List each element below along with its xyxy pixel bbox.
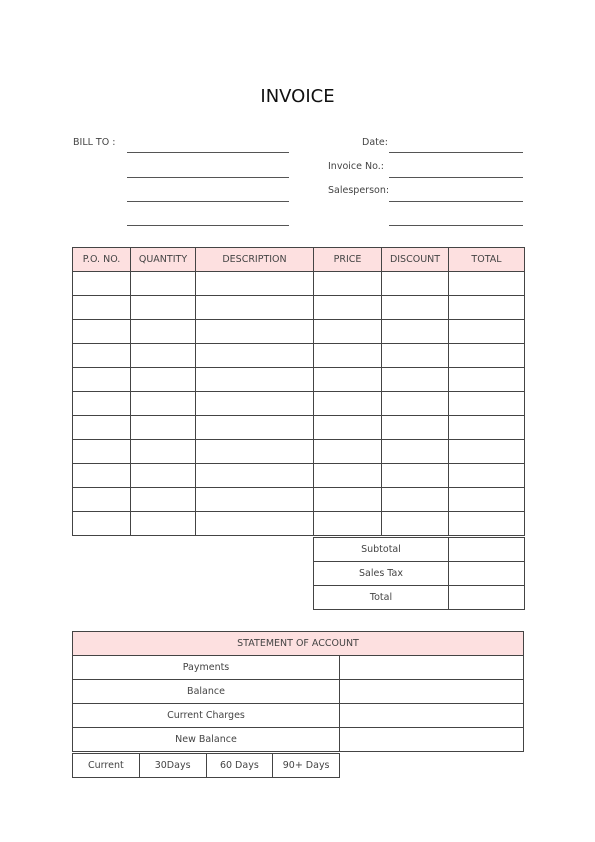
aging-table (72, 753, 340, 778)
summary-row-subtotal (314, 538, 525, 562)
table-cell[interactable] (314, 272, 382, 296)
table-cell[interactable] (73, 320, 131, 344)
col-header-discount: DISCOUNT (382, 248, 449, 272)
current-charges-label: Current Charges (73, 704, 340, 728)
table-cell[interactable] (449, 464, 525, 488)
table-cell[interactable] (382, 440, 449, 464)
table-cell[interactable] (196, 272, 314, 296)
table-row (73, 296, 525, 320)
table-cell[interactable] (131, 368, 196, 392)
aging-current: Current (73, 754, 140, 778)
subtotal-value-cell[interactable] (449, 538, 525, 562)
statement-title: STATEMENT OF ACCOUNT (73, 632, 524, 656)
table-cell[interactable] (382, 416, 449, 440)
new-balance-value-cell[interactable] (340, 728, 524, 752)
table-cell[interactable] (314, 416, 382, 440)
summary-table (313, 537, 525, 610)
subtotal-label: Subtotal (314, 538, 449, 562)
summary-row-total (314, 586, 525, 610)
table-cell[interactable] (73, 488, 131, 512)
summary-row-sales-tax (314, 562, 525, 586)
table-cell[interactable] (131, 488, 196, 512)
sales-tax-label: Sales Tax (314, 562, 449, 586)
items-header-row (73, 248, 525, 272)
table-row (73, 512, 525, 536)
invoice-no-field[interactable] (389, 177, 523, 178)
payments-label: Payments (73, 656, 340, 680)
table-cell[interactable] (449, 344, 525, 368)
table-row (73, 368, 525, 392)
table-cell[interactable] (196, 416, 314, 440)
table-row (73, 488, 525, 512)
table-cell[interactable] (196, 320, 314, 344)
col-header-total: TOTAL (449, 248, 525, 272)
page-title: INVOICE (260, 86, 335, 107)
table-cell[interactable] (449, 440, 525, 464)
balance-label: Balance (73, 680, 340, 704)
aging-90-plus-days: 90+ Days (273, 754, 340, 778)
col-header-description: DESCRIPTION (196, 248, 314, 272)
table-cell[interactable] (131, 296, 196, 320)
table-cell[interactable] (73, 416, 131, 440)
statement-row-balance (73, 680, 524, 704)
table-row (73, 392, 525, 416)
table-cell[interactable] (314, 344, 382, 368)
payments-value-cell[interactable] (340, 656, 524, 680)
table-cell[interactable] (196, 368, 314, 392)
table-row (73, 272, 525, 296)
table-cell[interactable] (449, 416, 525, 440)
table-cell[interactable] (196, 512, 314, 536)
bill-to-line-3[interactable] (127, 201, 289, 202)
table-cell[interactable] (314, 368, 382, 392)
extra-field-line[interactable] (389, 225, 523, 226)
table-cell[interactable] (382, 344, 449, 368)
table-cell[interactable] (314, 296, 382, 320)
table-cell[interactable] (73, 464, 131, 488)
new-balance-label: New Balance (73, 728, 340, 752)
table-cell[interactable] (196, 488, 314, 512)
invoice-no-label: Invoice No.: (328, 161, 384, 172)
table-cell[interactable] (314, 392, 382, 416)
salesperson-field[interactable] (389, 201, 523, 202)
statement-row-new-balance (73, 728, 524, 752)
table-cell[interactable] (314, 320, 382, 344)
total-label: Total (314, 586, 449, 610)
items-body (73, 272, 525, 536)
table-row (73, 440, 525, 464)
table-cell[interactable] (314, 512, 382, 536)
table-cell[interactable] (449, 296, 525, 320)
current-charges-value-cell[interactable] (340, 704, 524, 728)
table-cell[interactable] (73, 392, 131, 416)
salesperson-label: Salesperson: (328, 185, 390, 196)
table-cell[interactable] (131, 392, 196, 416)
table-cell[interactable] (314, 440, 382, 464)
table-cell[interactable] (449, 368, 525, 392)
table-cell[interactable] (131, 272, 196, 296)
table-cell[interactable] (131, 512, 196, 536)
sales-tax-value-cell[interactable] (449, 562, 525, 586)
table-cell[interactable] (382, 392, 449, 416)
table-cell[interactable] (382, 488, 449, 512)
table-cell[interactable] (73, 296, 131, 320)
table-cell[interactable] (314, 488, 382, 512)
statement-row-current-charges (73, 704, 524, 728)
table-cell[interactable] (449, 320, 525, 344)
bill-to-line-1[interactable] (127, 152, 289, 153)
table-cell[interactable] (73, 272, 131, 296)
table-cell[interactable] (449, 392, 525, 416)
aging-30-days: 30Days (139, 754, 206, 778)
table-cell[interactable] (73, 344, 131, 368)
table-cell[interactable] (382, 368, 449, 392)
table-row (73, 320, 525, 344)
aging-row (73, 754, 340, 778)
statement-row-payments (73, 656, 524, 680)
table-row (73, 416, 525, 440)
date-label: Date: (362, 137, 388, 148)
table-cell[interactable] (382, 272, 449, 296)
table-cell[interactable] (131, 320, 196, 344)
table-cell[interactable] (131, 440, 196, 464)
aging-60-days: 60 Days (206, 754, 273, 778)
total-value-cell[interactable] (449, 586, 525, 610)
col-header-price: PRICE (314, 248, 382, 272)
bill-to-label: BILL TO : (73, 137, 116, 148)
table-row (73, 344, 525, 368)
table-cell[interactable] (449, 512, 525, 536)
table-cell[interactable] (73, 512, 131, 536)
col-header-quantity: QUANTITY (131, 248, 196, 272)
table-cell[interactable] (449, 272, 525, 296)
table-cell[interactable] (73, 368, 131, 392)
bill-to-line-4[interactable] (127, 225, 289, 226)
table-cell[interactable] (382, 464, 449, 488)
table-row (73, 464, 525, 488)
table-cell[interactable] (196, 440, 314, 464)
table-cell[interactable] (382, 320, 449, 344)
table-cell[interactable] (73, 440, 131, 464)
table-cell[interactable] (382, 296, 449, 320)
statement-header-row (73, 632, 524, 656)
items-table (72, 247, 525, 536)
table-cell[interactable] (196, 344, 314, 368)
balance-value-cell[interactable] (340, 680, 524, 704)
table-cell[interactable] (314, 464, 382, 488)
table-cell[interactable] (196, 392, 314, 416)
table-cell[interactable] (131, 344, 196, 368)
table-cell[interactable] (196, 464, 314, 488)
col-header-po-no: P.O. NO. (73, 248, 131, 272)
bill-to-line-2[interactable] (127, 177, 289, 178)
table-cell[interactable] (449, 488, 525, 512)
date-field[interactable] (389, 152, 523, 153)
statement-table (72, 631, 524, 752)
table-cell[interactable] (131, 464, 196, 488)
table-cell[interactable] (131, 416, 196, 440)
table-cell[interactable] (382, 512, 449, 536)
table-cell[interactable] (196, 296, 314, 320)
